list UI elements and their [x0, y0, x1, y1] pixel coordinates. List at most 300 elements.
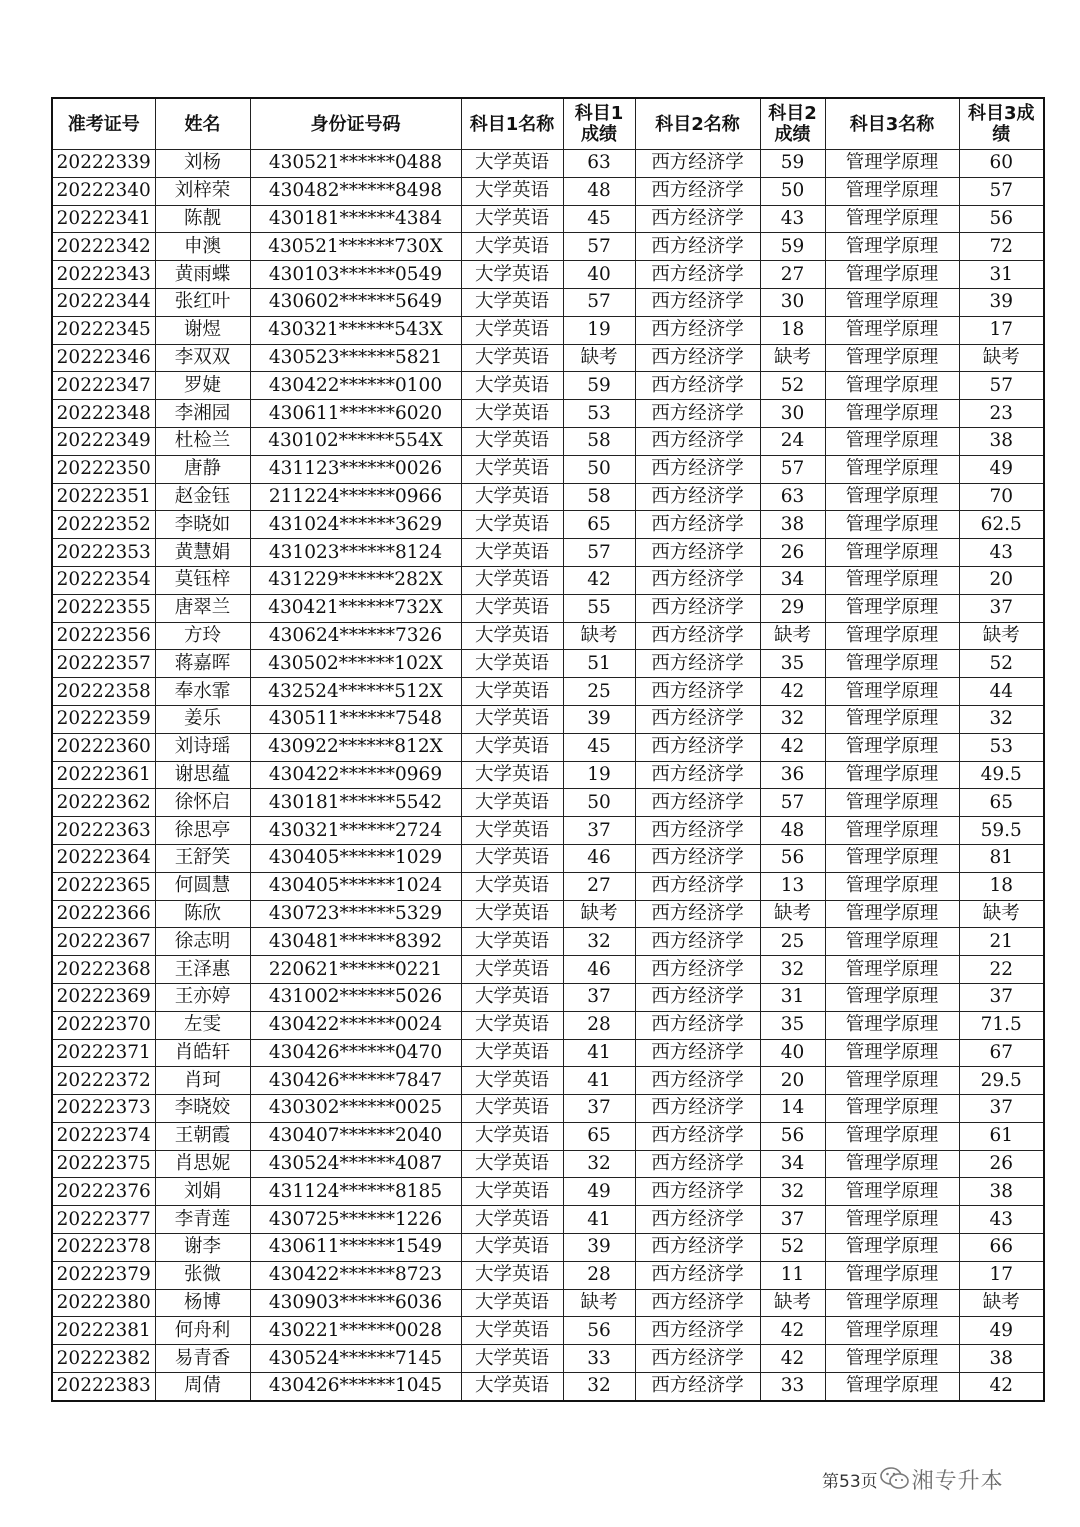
- cell-subject1-score: 32: [563, 1150, 635, 1178]
- cell-name: 易青香: [155, 1345, 250, 1373]
- cell-subject3-score: 缺考: [959, 344, 1044, 372]
- cell-subject1-name: 大学英语: [461, 372, 563, 400]
- cell-subject1-name: 大学英语: [461, 1234, 563, 1262]
- cell-id-number: 430502******102X: [250, 650, 461, 678]
- cell-subject2-name: 西方经济学: [635, 1289, 760, 1317]
- cell-subject1-name: 大学英语: [461, 1122, 563, 1150]
- cell-id-number: 430903******6036: [250, 1289, 461, 1317]
- cell-subject1-score: 65: [563, 511, 635, 539]
- cell-name: 奉水霏: [155, 678, 250, 706]
- cell-exam-number: 20222365: [52, 872, 155, 900]
- cell-subject2-score: 14: [760, 1095, 825, 1123]
- cell-subject2-name: 西方经济学: [635, 344, 760, 372]
- cell-subject1-score: 57: [563, 288, 635, 316]
- cell-name: 李湘园: [155, 400, 250, 428]
- cell-subject1-name: 大学英语: [461, 928, 563, 956]
- table-row: [52, 1039, 1044, 1067]
- table-row: [52, 622, 1044, 650]
- cell-subject2-name: 西方经济学: [635, 594, 760, 622]
- cell-subject1-score: 41: [563, 1206, 635, 1234]
- cell-subject2-name: 西方经济学: [635, 1373, 760, 1401]
- cell-name: 张微: [155, 1261, 250, 1289]
- cell-exam-number: 20222348: [52, 400, 155, 428]
- cell-subject2-score: 43: [760, 205, 825, 233]
- cell-exam-number: 20222355: [52, 594, 155, 622]
- cell-subject1-score: 46: [563, 956, 635, 984]
- cell-subject2-score: 59: [760, 150, 825, 178]
- cell-subject1-name: 大学英语: [461, 344, 563, 372]
- cell-subject3-name: 管理学原理: [825, 1206, 959, 1234]
- cell-subject2-name: 西方经济学: [635, 261, 760, 289]
- table-row: [52, 1150, 1044, 1178]
- cell-subject3-name: 管理学原理: [825, 1122, 959, 1150]
- cell-subject3-score: 20: [959, 566, 1044, 594]
- cell-subject1-score: 32: [563, 1373, 635, 1401]
- watermark: [880, 1464, 1004, 1495]
- cell-subject3-score: 43: [959, 539, 1044, 567]
- table-row: [52, 928, 1044, 956]
- cell-subject2-name: 西方经济学: [635, 622, 760, 650]
- cell-subject1-name: 大学英语: [461, 872, 563, 900]
- cell-subject2-score: 63: [760, 483, 825, 511]
- cell-subject3-score: 18: [959, 872, 1044, 900]
- cell-exam-number: 20222366: [52, 900, 155, 928]
- cell-subject3-name: 管理学原理: [825, 983, 959, 1011]
- cell-name: 王亦婷: [155, 983, 250, 1011]
- cell-exam-number: 20222351: [52, 483, 155, 511]
- cell-subject2-score: 48: [760, 817, 825, 845]
- cell-subject1-name: 大学英语: [461, 594, 563, 622]
- cell-subject1-name: 大学英语: [461, 1011, 563, 1039]
- cell-subject1-name: 大学英语: [461, 678, 563, 706]
- cell-subject1-score: 42: [563, 566, 635, 594]
- cell-subject3-name: 管理学原理: [825, 1178, 959, 1206]
- table-row: [52, 789, 1044, 817]
- cell-subject1-name: 大学英语: [461, 1317, 563, 1345]
- cell-subject1-score: 50: [563, 789, 635, 817]
- cell-subject3-name: 管理学原理: [825, 789, 959, 817]
- cell-subject1-name: 大学英语: [461, 150, 563, 178]
- cell-exam-number: 20222371: [52, 1039, 155, 1067]
- cell-subject3-name: 管理学原理: [825, 539, 959, 567]
- cell-subject2-name: 西方经济学: [635, 872, 760, 900]
- table-row: [52, 539, 1044, 567]
- cell-exam-number: 20222368: [52, 956, 155, 984]
- table-row: [52, 761, 1044, 789]
- cell-name: 何圆慧: [155, 872, 250, 900]
- table-row: [52, 1289, 1044, 1317]
- table-row: [52, 427, 1044, 455]
- cell-subject2-name: 西方经济学: [635, 1206, 760, 1234]
- cell-subject1-score: 33: [563, 1345, 635, 1373]
- cell-subject1-name: 大学英语: [461, 1261, 563, 1289]
- cell-subject3-score: 44: [959, 678, 1044, 706]
- cell-subject3-name: 管理学原理: [825, 205, 959, 233]
- cell-subject2-score: 35: [760, 650, 825, 678]
- cell-subject3-score: 38: [959, 1178, 1044, 1206]
- cell-subject3-name: 管理学原理: [825, 150, 959, 178]
- cell-id-number: 430405******1024: [250, 872, 461, 900]
- cell-subject3-score: 56: [959, 205, 1044, 233]
- cell-subject2-name: 西方经济学: [635, 400, 760, 428]
- table-header-row: [52, 98, 1044, 150]
- cell-subject1-score: 58: [563, 427, 635, 455]
- cell-subject3-name: 管理学原理: [825, 427, 959, 455]
- cell-subject2-name: 西方经济学: [635, 650, 760, 678]
- cell-exam-number: 20222361: [52, 761, 155, 789]
- cell-subject1-score: 37: [563, 983, 635, 1011]
- cell-subject2-score: 38: [760, 511, 825, 539]
- cell-subject3-score: 32: [959, 705, 1044, 733]
- table-row: [52, 455, 1044, 483]
- table-row: [52, 678, 1044, 706]
- cell-name: 李双双: [155, 344, 250, 372]
- cell-subject3-score: 52: [959, 650, 1044, 678]
- cell-id-number: 430426******7847: [250, 1067, 461, 1095]
- cell-subject3-score: 38: [959, 1345, 1044, 1373]
- cell-name: 刘诗瑶: [155, 733, 250, 761]
- cell-exam-number: 20222341: [52, 205, 155, 233]
- cell-subject2-name: 西方经济学: [635, 511, 760, 539]
- cell-subject3-name: 管理学原理: [825, 928, 959, 956]
- cell-name: 李青莲: [155, 1206, 250, 1234]
- header-subject3-name: 科目3名称: [825, 98, 959, 150]
- cell-subject3-score: 37: [959, 1095, 1044, 1123]
- cell-subject3-score: 57: [959, 372, 1044, 400]
- cell-name: 唐静: [155, 455, 250, 483]
- cell-subject1-name: 大学英语: [461, 539, 563, 567]
- cell-exam-number: 20222357: [52, 650, 155, 678]
- cell-name: 唐翠兰: [155, 594, 250, 622]
- cell-name: 肖珂: [155, 1067, 250, 1095]
- cell-name: 黄慧娟: [155, 539, 250, 567]
- cell-subject2-score: 11: [760, 1261, 825, 1289]
- table-row: [52, 372, 1044, 400]
- cell-subject3-score: 37: [959, 983, 1044, 1011]
- cell-exam-number: 20222350: [52, 455, 155, 483]
- cell-subject2-score: 29: [760, 594, 825, 622]
- cell-subject3-score: 29.5: [959, 1067, 1044, 1095]
- cell-exam-number: 20222362: [52, 789, 155, 817]
- cell-subject2-name: 西方经济学: [635, 1317, 760, 1345]
- table-row: [52, 872, 1044, 900]
- cell-id-number: 431123******0026: [250, 455, 461, 483]
- cell-subject2-name: 西方经济学: [635, 1095, 760, 1123]
- cell-subject2-name: 西方经济学: [635, 455, 760, 483]
- cell-subject1-name: 大学英语: [461, 1345, 563, 1373]
- cell-subject1-name: 大学英语: [461, 288, 563, 316]
- cell-name: 王泽惠: [155, 956, 250, 984]
- table-row: [52, 233, 1044, 261]
- table-row: [52, 1373, 1044, 1401]
- cell-subject3-name: 管理学原理: [825, 400, 959, 428]
- cell-exam-number: 20222346: [52, 344, 155, 372]
- cell-exam-number: 20222354: [52, 566, 155, 594]
- cell-subject2-name: 西方经济学: [635, 705, 760, 733]
- cell-subject3-name: 管理学原理: [825, 705, 959, 733]
- table-row: [52, 205, 1044, 233]
- cell-subject2-score: 42: [760, 1317, 825, 1345]
- cell-subject1-score: 53: [563, 400, 635, 428]
- cell-id-number: 430521******730X: [250, 233, 461, 261]
- cell-id-number: 430321******2724: [250, 817, 461, 845]
- cell-name: 刘梓荣: [155, 177, 250, 205]
- table-row: [52, 261, 1044, 289]
- cell-subject3-score: 17: [959, 316, 1044, 344]
- cell-subject2-score: 57: [760, 455, 825, 483]
- cell-id-number: 430426******1045: [250, 1373, 461, 1401]
- cell-name: 王舒笑: [155, 844, 250, 872]
- cell-id-number: 430422******8723: [250, 1261, 461, 1289]
- cell-subject1-score: 40: [563, 261, 635, 289]
- cell-subject1-score: 48: [563, 177, 635, 205]
- cell-id-number: 430524******7145: [250, 1345, 461, 1373]
- cell-subject1-name: 大学英语: [461, 483, 563, 511]
- cell-subject2-name: 西方经济学: [635, 1261, 760, 1289]
- cell-subject2-name: 西方经济学: [635, 1178, 760, 1206]
- cell-subject1-score: 缺考: [563, 900, 635, 928]
- cell-id-number: 430407******2040: [250, 1122, 461, 1150]
- cell-name: 申澳: [155, 233, 250, 261]
- cell-subject2-name: 西方经济学: [635, 1011, 760, 1039]
- cell-subject3-score: 49.5: [959, 761, 1044, 789]
- cell-subject2-name: 西方经济学: [635, 1122, 760, 1150]
- cell-id-number: 430481******8392: [250, 928, 461, 956]
- cell-subject1-name: 大学英语: [461, 427, 563, 455]
- cell-subject3-name: 管理学原理: [825, 678, 959, 706]
- cell-subject3-score: 22: [959, 956, 1044, 984]
- cell-name: 刘杨: [155, 150, 250, 178]
- cell-name: 杜检兰: [155, 427, 250, 455]
- cell-subject3-name: 管理学原理: [825, 288, 959, 316]
- cell-subject2-score: 56: [760, 1122, 825, 1150]
- cell-exam-number: 20222352: [52, 511, 155, 539]
- cell-exam-number: 20222383: [52, 1373, 155, 1401]
- table-row: [52, 288, 1044, 316]
- cell-subject3-name: 管理学原理: [825, 344, 959, 372]
- header-name: 姓名: [155, 98, 250, 150]
- cell-subject1-score: 39: [563, 1234, 635, 1262]
- cell-exam-number: 20222339: [52, 150, 155, 178]
- cell-subject2-name: 西方经济学: [635, 761, 760, 789]
- cell-subject2-score: 42: [760, 733, 825, 761]
- cell-subject1-name: 大学英语: [461, 733, 563, 761]
- cell-subject3-score: 60: [959, 150, 1044, 178]
- cell-name: 肖皓轩: [155, 1039, 250, 1067]
- cell-subject3-score: 21: [959, 928, 1044, 956]
- cell-subject1-name: 大学英语: [461, 233, 563, 261]
- cell-subject1-score: 45: [563, 205, 635, 233]
- cell-name: 杨博: [155, 1289, 250, 1317]
- cell-subject2-score: 52: [760, 1234, 825, 1262]
- cell-subject2-name: 西方经济学: [635, 205, 760, 233]
- cell-subject2-score: 36: [760, 761, 825, 789]
- cell-id-number: 431002******5026: [250, 983, 461, 1011]
- table-row: [52, 1234, 1044, 1262]
- table-row: [52, 566, 1044, 594]
- cell-subject2-score: 50: [760, 177, 825, 205]
- cell-subject2-name: 西方经济学: [635, 844, 760, 872]
- cell-subject2-name: 西方经济学: [635, 427, 760, 455]
- cell-subject1-score: 65: [563, 1122, 635, 1150]
- cell-subject2-name: 西方经济学: [635, 1039, 760, 1067]
- cell-id-number: 431023******8124: [250, 539, 461, 567]
- cell-subject3-name: 管理学原理: [825, 594, 959, 622]
- cell-subject1-score: 55: [563, 594, 635, 622]
- cell-id-number: 430321******543X: [250, 316, 461, 344]
- cell-subject3-score: 缺考: [959, 622, 1044, 650]
- cell-exam-number: 20222358: [52, 678, 155, 706]
- cell-id-number: 430181******5542: [250, 789, 461, 817]
- cell-subject2-name: 西方经济学: [635, 288, 760, 316]
- cell-id-number: 431124******8185: [250, 1178, 461, 1206]
- cell-exam-number: 20222369: [52, 983, 155, 1011]
- cell-subject1-score: 51: [563, 650, 635, 678]
- cell-id-number: 430426******0470: [250, 1039, 461, 1067]
- cell-subject1-name: 大学英语: [461, 1289, 563, 1317]
- cell-id-number: 430611******6020: [250, 400, 461, 428]
- cell-subject2-name: 西方经济学: [635, 1150, 760, 1178]
- cell-subject3-name: 管理学原理: [825, 1373, 959, 1401]
- cell-subject1-name: 大学英语: [461, 1095, 563, 1123]
- cell-subject2-name: 西方经济学: [635, 150, 760, 178]
- cell-subject1-name: 大学英语: [461, 1039, 563, 1067]
- cell-subject1-score: 28: [563, 1011, 635, 1039]
- cell-subject2-name: 西方经济学: [635, 177, 760, 205]
- cell-subject3-score: 61: [959, 1122, 1044, 1150]
- cell-subject3-name: 管理学原理: [825, 1317, 959, 1345]
- cell-subject2-score: 27: [760, 261, 825, 289]
- cell-subject3-score: 37: [959, 594, 1044, 622]
- cell-id-number: 430422******0100: [250, 372, 461, 400]
- cell-name: 何舟利: [155, 1317, 250, 1345]
- cell-subject1-score: 45: [563, 733, 635, 761]
- cell-subject1-name: 大学英语: [461, 900, 563, 928]
- table-row: [52, 650, 1044, 678]
- cell-name: 周倩: [155, 1373, 250, 1401]
- cell-subject1-score: 46: [563, 844, 635, 872]
- cell-subject3-name: 管理学原理: [825, 761, 959, 789]
- table-row: [52, 1011, 1044, 1039]
- cell-subject2-score: 32: [760, 705, 825, 733]
- cell-subject1-name: 大学英语: [461, 983, 563, 1011]
- cell-subject3-score: 81: [959, 844, 1044, 872]
- cell-subject1-score: 50: [563, 455, 635, 483]
- cell-subject3-score: 43: [959, 1206, 1044, 1234]
- cell-subject3-name: 管理学原理: [825, 622, 959, 650]
- cell-name: 方玲: [155, 622, 250, 650]
- cell-subject3-name: 管理学原理: [825, 733, 959, 761]
- cell-subject1-score: 63: [563, 150, 635, 178]
- cell-subject3-name: 管理学原理: [825, 483, 959, 511]
- cell-subject3-score: 39: [959, 288, 1044, 316]
- cell-subject1-name: 大学英语: [461, 177, 563, 205]
- cell-id-number: 430221******0028: [250, 1317, 461, 1345]
- cell-subject1-name: 大学英语: [461, 1373, 563, 1401]
- cell-id-number: 430524******4087: [250, 1150, 461, 1178]
- header-subject2-name: 科目2名称: [635, 98, 760, 150]
- cell-subject1-score: 58: [563, 483, 635, 511]
- cell-name: 黄雨蝶: [155, 261, 250, 289]
- cell-subject2-score: 33: [760, 1373, 825, 1401]
- cell-subject3-name: 管理学原理: [825, 817, 959, 845]
- page-footer: [822, 1464, 1004, 1494]
- cell-subject3-name: 管理学原理: [825, 844, 959, 872]
- cell-subject3-score: 缺考: [959, 1289, 1044, 1317]
- cell-subject1-name: 大学英语: [461, 400, 563, 428]
- table-row: [52, 844, 1044, 872]
- cell-subject1-score: 25: [563, 678, 635, 706]
- cell-id-number: 430422******0969: [250, 761, 461, 789]
- table-row: [52, 177, 1044, 205]
- cell-subject1-score: 49: [563, 1178, 635, 1206]
- cell-subject1-name: 大学英语: [461, 761, 563, 789]
- cell-subject1-name: 大学英语: [461, 622, 563, 650]
- cell-exam-number: 20222372: [52, 1067, 155, 1095]
- cell-subject1-name: 大学英语: [461, 1150, 563, 1178]
- cell-exam-number: 20222379: [52, 1261, 155, 1289]
- cell-subject2-score: 缺考: [760, 622, 825, 650]
- cell-subject2-score: 42: [760, 678, 825, 706]
- cell-subject2-score: 26: [760, 539, 825, 567]
- cell-subject3-score: 17: [959, 1261, 1044, 1289]
- cell-subject3-name: 管理学原理: [825, 1039, 959, 1067]
- cell-subject2-score: 56: [760, 844, 825, 872]
- cell-name: 徐思亭: [155, 817, 250, 845]
- cell-name: 罗婕: [155, 372, 250, 400]
- cell-exam-number: 20222342: [52, 233, 155, 261]
- cell-subject1-name: 大学英语: [461, 817, 563, 845]
- cell-subject2-name: 西方经济学: [635, 483, 760, 511]
- cell-exam-number: 20222343: [52, 261, 155, 289]
- header-exam-number: 准考证号: [52, 98, 155, 150]
- cell-exam-number: 20222375: [52, 1150, 155, 1178]
- table-body: [52, 150, 1044, 1401]
- cell-subject1-name: 大学英语: [461, 705, 563, 733]
- table-row: [52, 1122, 1044, 1150]
- cell-exam-number: 20222367: [52, 928, 155, 956]
- cell-subject2-score: 40: [760, 1039, 825, 1067]
- cell-name: 刘娟: [155, 1178, 250, 1206]
- cell-subject3-name: 管理学原理: [825, 177, 959, 205]
- watermark-text: 湘专升本: [911, 1468, 1004, 1494]
- cell-subject3-score: 53: [959, 733, 1044, 761]
- cell-subject1-name: 大学英语: [461, 844, 563, 872]
- cell-subject3-score: 31: [959, 261, 1044, 289]
- cell-subject3-name: 管理学原理: [825, 372, 959, 400]
- cell-name: 陈欣: [155, 900, 250, 928]
- cell-id-number: 211224******0966: [250, 483, 461, 511]
- cell-subject2-name: 西方经济学: [635, 928, 760, 956]
- cell-id-number: 430181******4384: [250, 205, 461, 233]
- table-row: [52, 1261, 1044, 1289]
- cell-subject3-score: 70: [959, 483, 1044, 511]
- table-row: [52, 817, 1044, 845]
- cell-subject2-score: 34: [760, 566, 825, 594]
- cell-subject3-score: 26: [959, 1150, 1044, 1178]
- cell-subject3-name: 管理学原理: [825, 1095, 959, 1123]
- cell-exam-number: 20222359: [52, 705, 155, 733]
- cell-subject1-score: 41: [563, 1039, 635, 1067]
- cell-subject2-score: 18: [760, 316, 825, 344]
- cell-subject3-score: 49: [959, 1317, 1044, 1345]
- cell-subject1-score: 缺考: [563, 1289, 635, 1317]
- cell-id-number: 430611******1549: [250, 1234, 461, 1262]
- cell-subject2-score: 缺考: [760, 344, 825, 372]
- table-row: [52, 1317, 1044, 1345]
- table-row: [52, 900, 1044, 928]
- cell-subject1-score: 37: [563, 817, 635, 845]
